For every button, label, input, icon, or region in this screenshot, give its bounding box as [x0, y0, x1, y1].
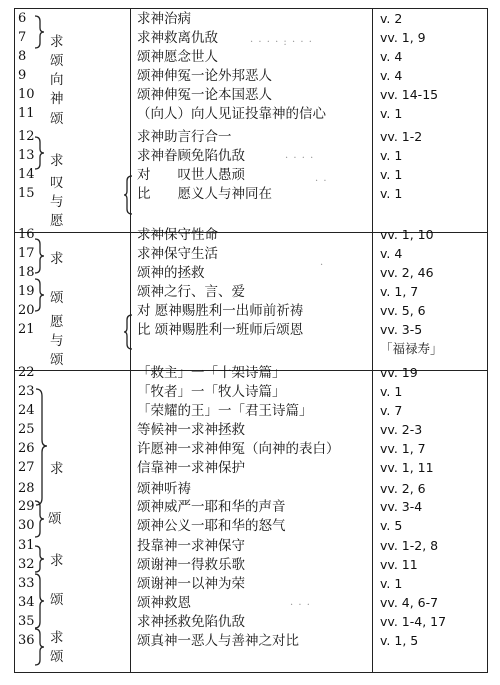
row-title: 信靠神一求神保护	[137, 460, 245, 476]
row-reference: v. 1	[380, 148, 403, 163]
row-number: 10	[18, 87, 35, 102]
group-label: 颂	[50, 592, 64, 608]
group-label: 愿	[50, 213, 64, 229]
row-title: 颂神公义一耶和华的怒气	[137, 518, 286, 534]
row-title: 许愿神一求神伸冤（向神的表白）	[137, 441, 340, 457]
group-label: 求	[50, 251, 64, 267]
row-reference: vv. 5, 6	[380, 303, 426, 318]
row-reference: vv. 1, 10	[380, 227, 434, 242]
row-reference: vv. 3-4	[380, 499, 423, 514]
row-reference: v. 1	[380, 384, 403, 399]
row-title: 颂谢神一得救乐歌	[137, 557, 245, 573]
row-number: 9	[18, 68, 27, 83]
group-label: 叹	[50, 175, 64, 191]
group-label: 颂	[50, 649, 64, 665]
row-reference: vv. 2, 46	[380, 265, 434, 280]
row-number: 30	[18, 518, 35, 533]
row-number: 14	[18, 167, 35, 182]
row-title: 求神眷顾免陷仇敌	[137, 148, 245, 164]
row-title: 「救主」一「十架诗篇」	[137, 365, 286, 381]
row-reference: v. 4	[380, 246, 403, 261]
scan-noise: · ·	[315, 176, 328, 187]
brace-icon	[33, 500, 45, 538]
row-number: 23	[18, 384, 35, 399]
row-number: 17	[18, 246, 35, 261]
row-reference: vv. 11	[380, 557, 418, 572]
row-reference: 「福禄寿」	[380, 341, 443, 356]
row-title: 比 愿义人与神同在	[137, 186, 272, 202]
row-title: 投靠神一求神保守	[137, 538, 245, 554]
group-label: 与	[50, 333, 64, 349]
row-number: 35	[18, 614, 35, 629]
row-reference: v. 1, 7	[380, 284, 419, 299]
row-reference: v. 1	[380, 167, 403, 182]
row-title: 颂真神一恶人与善神之对比	[137, 633, 299, 649]
row-title: 求神治病	[137, 11, 191, 27]
row-reference: v. 7	[380, 403, 403, 418]
row-reference: vv. 1, 9	[380, 30, 426, 45]
brace-icon	[33, 278, 45, 312]
row-title: 等候神一求神拯救	[137, 422, 245, 438]
row-title: 颂神威严一耶和华的声音	[137, 499, 286, 515]
row-reference: v. 5	[380, 518, 403, 533]
row-number: 12	[18, 129, 35, 144]
brace-icon	[34, 388, 48, 506]
row-title: 求神保守生活	[137, 246, 218, 262]
brace-icon	[33, 573, 45, 629]
row-title: 颂神愿念世人	[137, 49, 218, 65]
row-reference: v. 4	[380, 49, 403, 64]
row-number: 6	[18, 11, 27, 26]
table-border-bottom	[14, 672, 488, 673]
brace-icon	[33, 545, 45, 573]
brace-icon	[33, 15, 45, 49]
row-number: 34	[18, 595, 35, 610]
row-title: 颂神之行、言、爱	[137, 284, 245, 300]
row-reference: v. 1	[380, 106, 403, 121]
row-title: 颂神伸冤一论本国恶人	[137, 87, 272, 103]
row-title: （向人）向人见证投靠神的信心	[137, 106, 326, 122]
row-title: 颂神听祷	[137, 481, 191, 497]
group-label: 神	[50, 91, 64, 107]
row-number: 8	[18, 49, 27, 64]
row-reference: vv. 14-15	[380, 87, 439, 102]
row-title: 对 愿神赐胜利一出师前祈祷	[137, 303, 304, 319]
row-number: 19	[18, 284, 35, 299]
group-label: 求	[50, 630, 64, 646]
table-border-left	[14, 8, 15, 673]
group-label: 颂	[50, 111, 64, 127]
group-label: 颂	[50, 53, 64, 69]
row-title: 求神保守性命	[137, 227, 218, 243]
row-number: 27	[18, 460, 35, 475]
brace-icon	[33, 136, 45, 170]
row-number: 28	[18, 481, 35, 496]
scan-noise: ·	[320, 260, 325, 271]
group-label: 求	[50, 461, 64, 477]
brace-icon	[33, 238, 45, 274]
row-reference: v. 1	[380, 186, 403, 201]
row-reference: vv. 4, 6-7	[380, 595, 439, 610]
row-reference: vv. 3-5	[380, 322, 423, 337]
row-number: 22	[18, 365, 35, 380]
group-label: 与	[50, 194, 64, 210]
row-title: 求神救离仇敌	[137, 30, 218, 46]
row-number: 29	[18, 499, 35, 514]
row-reference: vv. 1, 11	[380, 460, 434, 475]
row-number: 21	[18, 322, 35, 337]
row-title: 「荣耀的王」一「君王诗篇」	[137, 403, 313, 419]
row-reference: vv. 1-4, 17	[380, 614, 447, 629]
group-label: 颂	[50, 352, 64, 368]
row-title: 颂谢神一以神为荣	[137, 576, 245, 592]
column-divider-2	[372, 8, 373, 673]
row-title: 颂神伸冤一论外邦恶人	[137, 68, 272, 84]
group-label: 向	[50, 72, 64, 88]
row-reference: vv. 1, 7	[380, 441, 426, 456]
table-border-right	[487, 8, 488, 673]
row-title: 对 叹世人愚顽	[137, 167, 245, 183]
row-title: 求神助言行合一	[137, 129, 232, 145]
row-reference: v. 2	[380, 11, 403, 26]
row-reference: v. 4	[380, 68, 403, 83]
row-reference: v. 1	[380, 576, 403, 591]
row-number: 11	[18, 106, 35, 121]
scan-noise: · · · ·	[285, 153, 315, 164]
brace-icon	[33, 628, 45, 666]
group-label: 求	[50, 153, 64, 169]
row-number: 15	[18, 186, 35, 201]
row-title: 颂神的拯救	[137, 265, 205, 281]
row-title: 比 颂神赐胜利一班师后颂恩	[137, 322, 304, 338]
row-title: 求神拯救免陷仇敌	[137, 614, 245, 630]
brace-icon	[124, 314, 134, 350]
row-number: 32	[18, 557, 35, 572]
scan-noise: · · · · : · · ·	[250, 37, 313, 48]
row-reference: vv. 19	[380, 365, 418, 380]
row-title: 「牧者」一「牧人诗篇」	[137, 384, 286, 400]
table-border-top	[14, 8, 488, 9]
row-number: 31	[18, 538, 35, 553]
row-reference: vv. 2-3	[380, 422, 423, 437]
row-reference: vv. 2, 6	[380, 481, 426, 496]
group-label: 颂	[50, 290, 64, 306]
row-reference: vv. 1-2	[380, 129, 423, 144]
group-label: 求	[50, 553, 64, 569]
scan-noise: · · ·	[290, 600, 311, 611]
row-number: 24	[18, 403, 35, 418]
row-number: 26	[18, 441, 35, 456]
row-number: 36	[18, 633, 35, 648]
group-label: 颂	[48, 511, 62, 527]
row-number: 13	[18, 148, 35, 163]
row-number: 18	[18, 265, 35, 280]
group-label: 愿	[50, 314, 64, 330]
brace-icon	[124, 175, 134, 215]
row-number: 33	[18, 576, 35, 591]
row-reference: vv. 1-2, 8	[380, 538, 439, 553]
row-number: 16	[18, 227, 35, 242]
group-label: 求	[50, 34, 64, 50]
row-number: 20	[18, 303, 35, 318]
row-reference: v. 1, 5	[380, 633, 419, 648]
row-number: 25	[18, 422, 35, 437]
row-number: 7	[18, 30, 27, 45]
row-title: 颂神救恩	[137, 595, 191, 611]
